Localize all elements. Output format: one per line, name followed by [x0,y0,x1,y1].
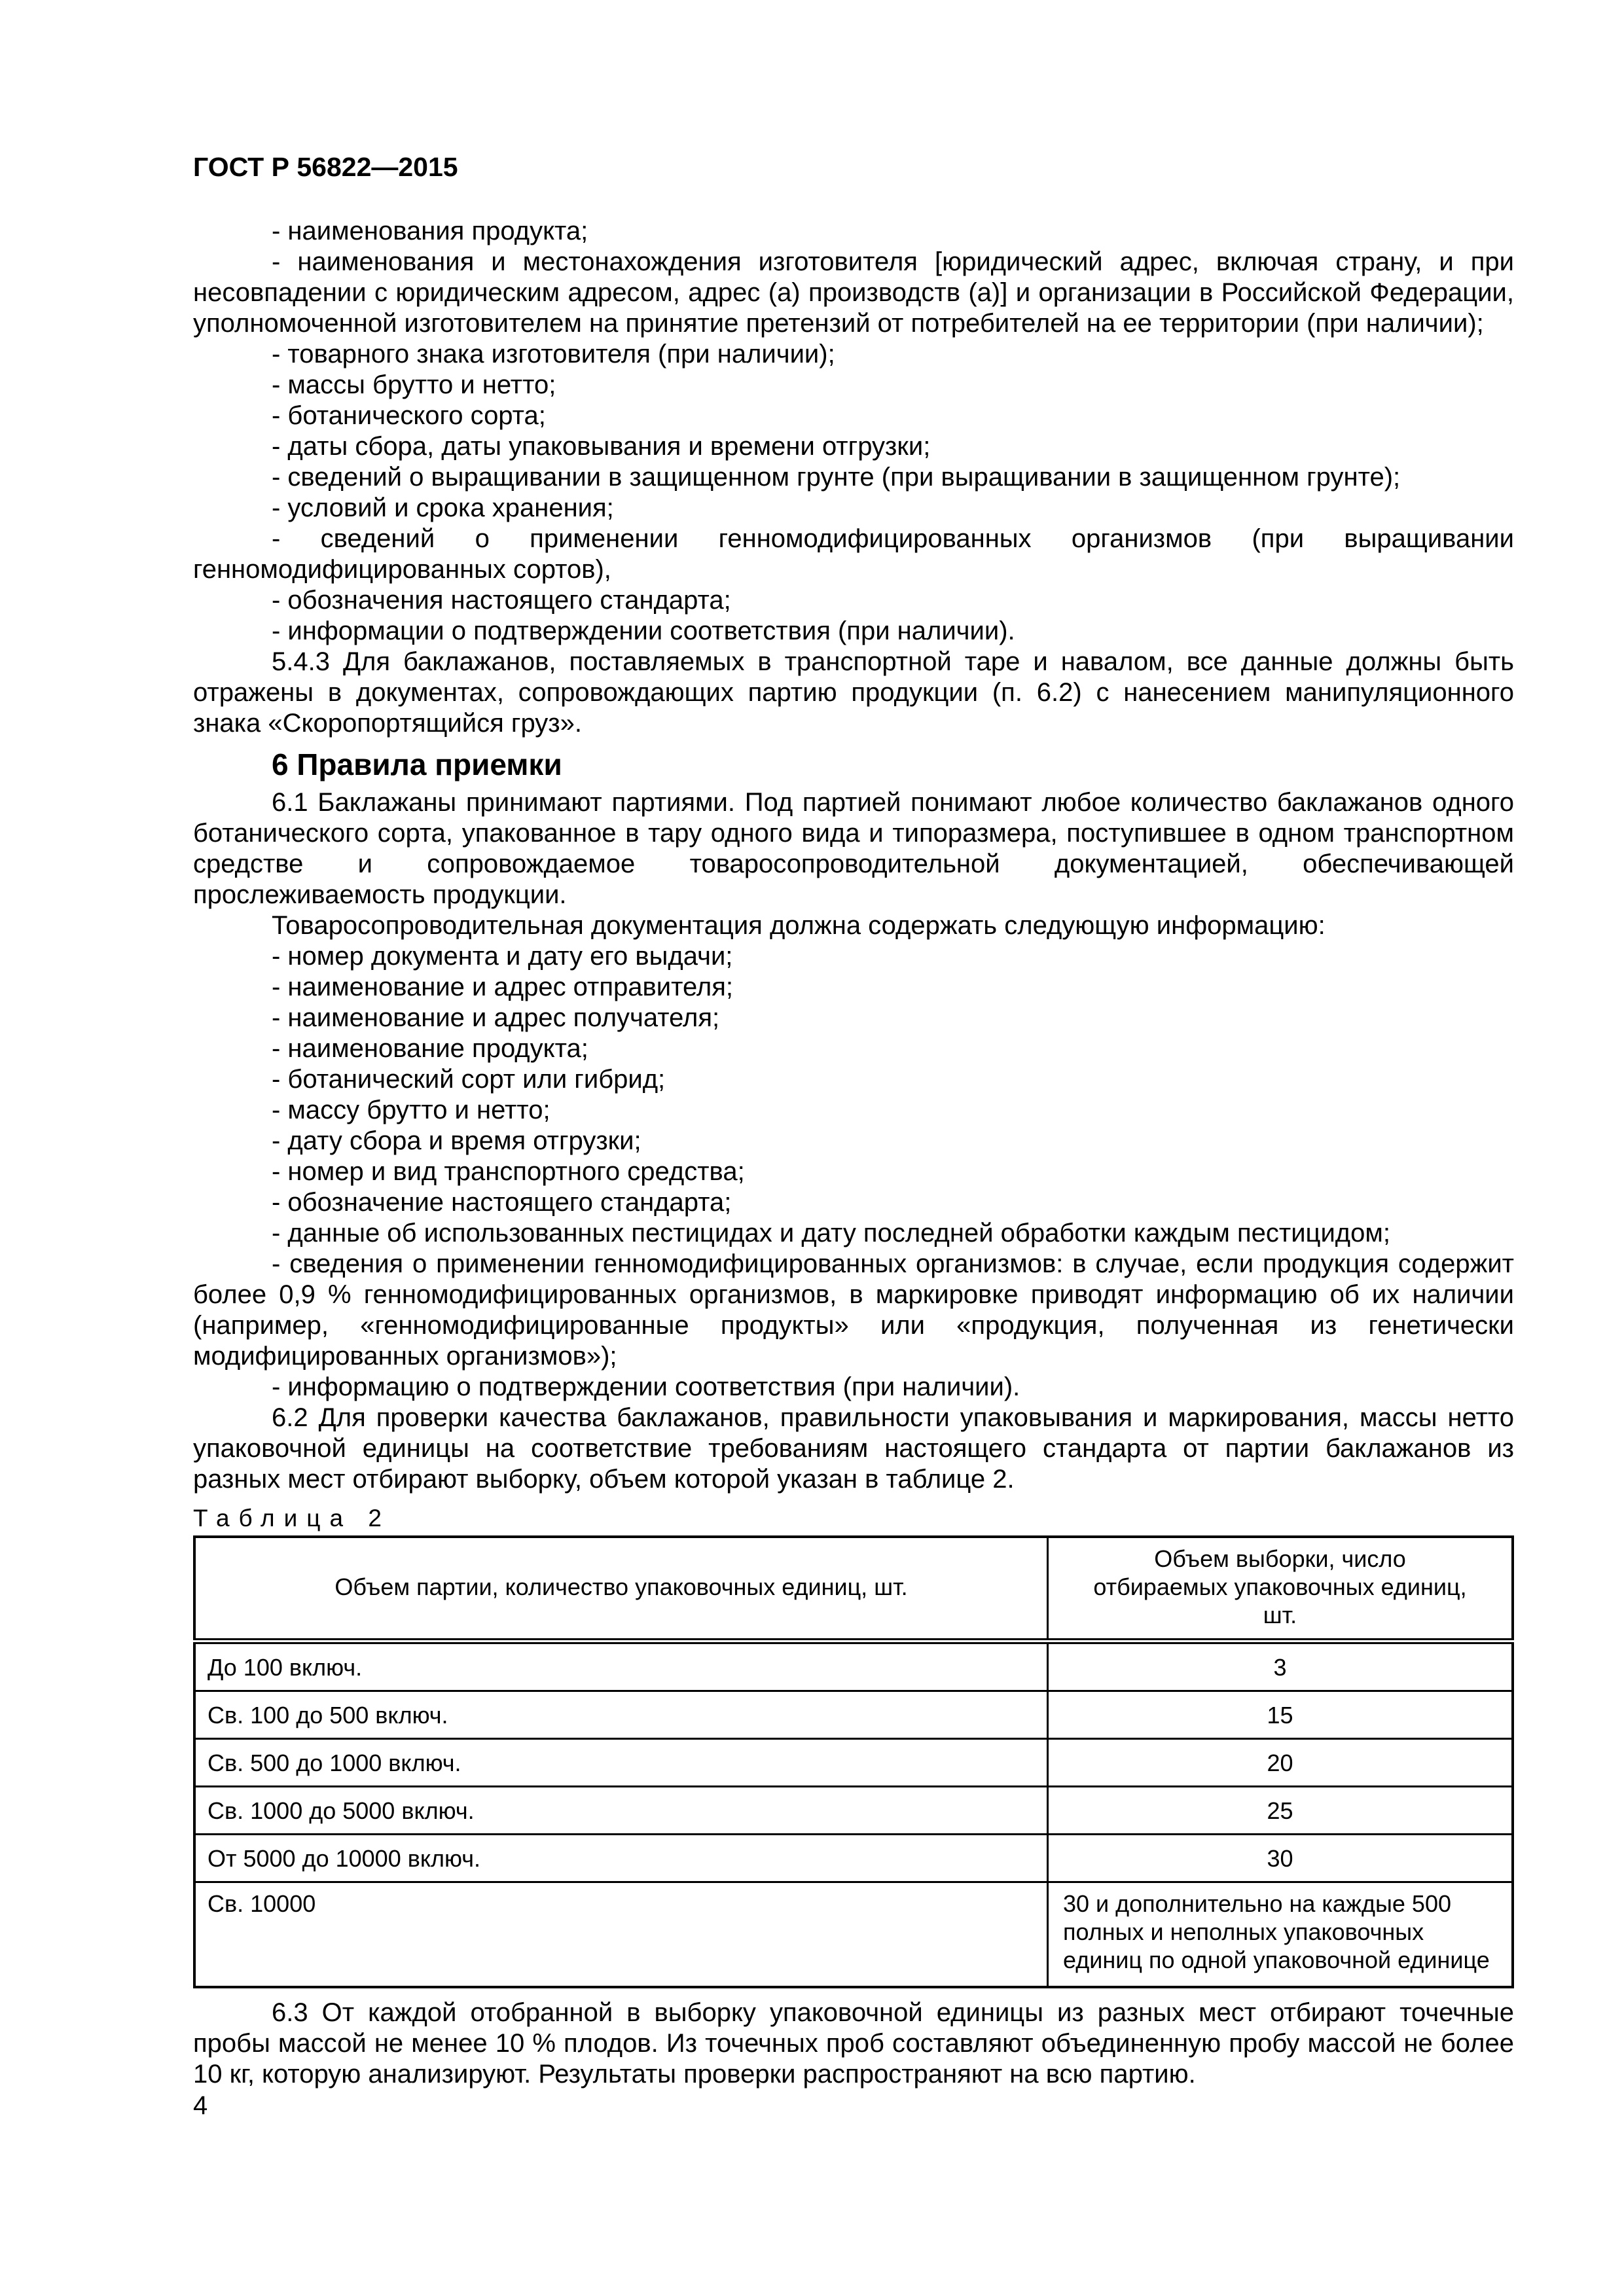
clause-6-1: 6.1 Баклажаны принимают партиями. Под партией понимают любое количество баклажанов одного ботанического сорта, упакованное в тару одного вида и типоразмера, поступившее в одном транспортном средстве и сопровождаемое товаросопроводительной документацией, обеспечивающей прослеживаемость продукции. [193,788,1514,909]
clause-6-3: 6.3 От каждой отобранной в выборку упаковочной единицы из разных мест отбирают точечные пробы массой не менее 10 % плодов. Из точечных проб составляют объединенную пробу массой не более 10 кг, которую анализируют. Результаты проверки распространяют на всю партию. [193,1998,1514,2089]
table-row [194,1882,1513,1988]
list-item: - наименование и адрес получателя; [272,1003,720,1032]
list-item: - наименование и адрес отправителя; [272,973,734,1001]
lot-size-cell: До 100 включ. [194,1641,1048,1691]
list-item: - товарного знака изготовителя (при наличии); [272,340,835,368]
section-heading: 6 Правила приемки [272,747,562,781]
table-row [194,1787,1513,1835]
list-item: - обозначения настоящего стандарта; [272,586,731,615]
lot-size-cell: Св. 1000 до 5000 включ. [194,1787,1048,1835]
sample-size-cell: 25 [1048,1787,1513,1835]
list-item: - номер документа и дату его выдачи; [272,942,733,971]
sample-size-cell: 20 [1048,1739,1513,1787]
table-row [194,1641,1513,1691]
list-item: - данные об использованных пестицидах и дату последней обработки каждым пестицидом; [272,1219,1390,1247]
sample-size-cell: 15 [1048,1691,1513,1739]
list-item: - условий и срока хранения; [272,493,614,522]
list-item: - сведения о применении генномодифицированных организмов: в случае, если продукция содержит более 0,9 % генномодифицированных организмов, в маркировке приводят информацию об их наличии (например, «генномодифицированные продукты» или «продукция, полученная из генетически модифицированных организмов»); [193,1249,1514,1371]
lot-size-cell: Св. 10000 [194,1882,1048,1988]
list-item: - массу брутто и нетто; [272,1096,550,1124]
table-row [194,1739,1513,1787]
lot-size-cell: Св. 100 до 500 включ. [194,1691,1048,1739]
column-header-sample-size: Объем выборки, число отбираемых упаковочных единиц, шт. [1048,1537,1513,1641]
clause-6-2: 6.2 Для проверки качества баклажанов, правильности упаковывания и маркирования, массы нетто упаковочной единицы на соответствие требованиям настоящего стандарта от партии баклажанов из разных мест отбирают выборку, объем которой указан в таблице 2. [193,1403,1514,1494]
sample-size-cell: 30 и дополнительно на каждые 500 полных и неполных упаковочных единиц по одной упаковочной единице [1048,1882,1513,1988]
standard-id-header: ГОСТ Р 56822—2015 [193,152,458,182]
list-item: - сведений о выращивании в защищенном грунте (при выращивании в защищенном грунте); [272,463,1401,492]
list-item: - наименования и местонахождения изготовителя [юридический адрес, включая страну, и при несовпадении с юридическим адресом, адрес (а) производств (а)] и организации в Российской Федерации, уполномоченной изготовителем на принятие претензий от потребителей на ее территории (при наличии); [193,247,1514,338]
list-item: - сведений о применении генномодифицированных организмов (при выращивании генномодифицированных сортов), [193,524,1514,584]
list-item: - даты сбора, даты упаковывания и времени отгрузки; [272,432,931,461]
sample-size-table [193,1535,1514,1988]
clause-5-4-3: 5.4.3 Для баклажанов, поставляемых в транспортной таре и навалом, все данные должны быть отражены в документах, сопровождающих партию продукции (п. 6.2) с нанесением манипуляционного знака «Скоропортящийся груз». [193,647,1514,738]
list-item: - номер и вид транспортного средства; [272,1157,745,1186]
list-item: - обозначение настоящего стандарта; [272,1188,732,1217]
list-item: - информации о подтверждении соответствия (при наличии). [272,617,1015,645]
list-item: - информацию о подтверждении соответствия (при наличии). [272,1372,1020,1401]
list-item: - наименование продукта; [272,1034,588,1063]
page-number: 4 [193,2091,208,2120]
table-header-row [194,1537,1513,1641]
table-row [194,1835,1513,1882]
document-body [193,216,1514,2090]
table-row [194,1691,1513,1739]
list-item: - массы брутто и нетто; [272,370,556,399]
list-item: - наименования продукта; [272,217,588,245]
lot-size-cell: От 5000 до 10000 включ. [194,1835,1048,1882]
table-caption: Таблица 2 [193,1505,391,1532]
sample-size-cell: 3 [1048,1641,1513,1691]
lot-size-cell: Св. 500 до 1000 включ. [194,1739,1048,1787]
docs-intro: Товаросопроводительная документация должна содержать следующую информацию: [272,911,1326,940]
sample-size-cell: 30 [1048,1835,1513,1882]
column-header-lot-size: Объем партии, количество упаковочных единиц, шт. [194,1537,1048,1641]
list-item: - дату сбора и время отгрузки; [272,1126,641,1155]
list-item: - ботанического сорта; [272,401,546,430]
list-item: - ботанический сорт или гибрид; [272,1065,666,1094]
